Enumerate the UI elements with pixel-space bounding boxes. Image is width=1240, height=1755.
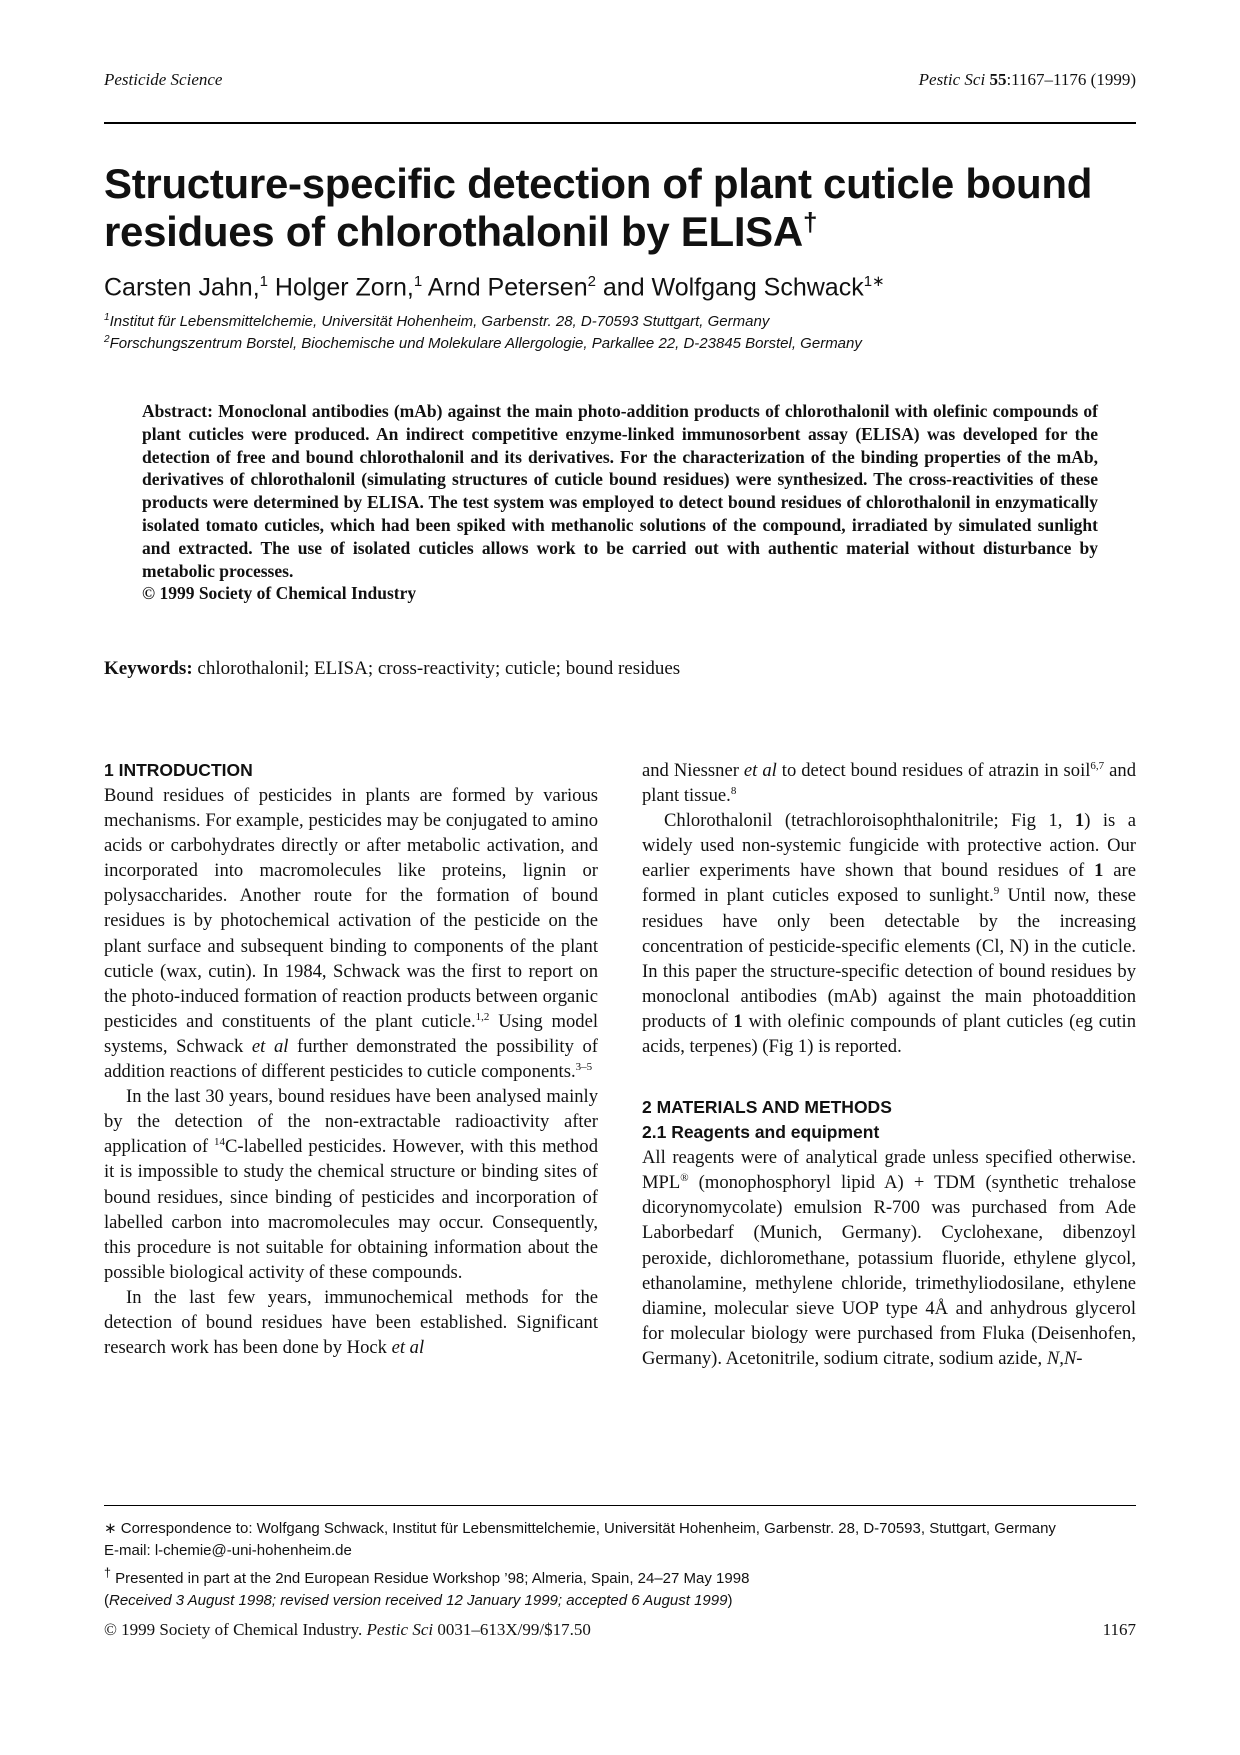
intro-paragraph-3-continued: and Niessner et al to detect bound residues of atrazin in soil$^{6,7}$ and plant tissue.$^8$ — [642, 759, 1136, 807]
author-list — [104, 272, 885, 302]
abstract-copyright: © 1999 Society of Chemical Industry — [142, 583, 417, 604]
affiliation — [104, 334, 862, 352]
intro-paragraph-1: Bound residues of pesticides in plants are formed by various mechanisms. For example, pesticides may be conjugated to amino acids or carbohydrates directly or after metabolic activation, and incorporated into macromolecules like proteins, lignin or polysaccharides. Another route for the formation of bound residues is by photochemical activation of the pesticide on the plant surface and subsequent binding to components of the plant cuticle (wax, cutin). In 1984, Schwack was the first to report on the photo-induced formation of reaction products between organic pesticides and constituents of the plant cuticle.$^{1,2}$ Using model systems, Schwack et al further demonstrated the possibility of addition reactions of different pesticides to cuticle components.$^{3-5}$ — [104, 785, 598, 1083]
citation-pages: :1167–1176 (1999) — [1006, 70, 1136, 89]
author-affil-mark: 1∗ — [863, 273, 885, 290]
article-title — [104, 160, 1144, 256]
author-name: Holger Zorn, — [267, 273, 414, 302]
abstract-label: Abstract: — [142, 401, 213, 421]
column-right — [642, 758, 1136, 1371]
journal-citation — [919, 70, 1136, 90]
footnote-received: (Received 3 August 1998; revised version received 12 January 1999; accepted 6 August 1999) — [104, 1592, 733, 1609]
affiliation-text: Forschungszentrum Borstel, Biochemische und Molekulare Allergologie, Parkallee 22, D-23845 Borstel, Germany — [109, 335, 862, 352]
footnote-email: E-mail: l-chemie@-uni-hohenheim.de — [104, 1542, 352, 1559]
footnote-rule — [104, 1505, 1136, 1506]
keywords-label: Keywords: — [104, 658, 193, 679]
section-heading-methods: 2 MATERIALS AND METHODS — [642, 1097, 892, 1118]
section-heading-introduction: 1 INTRODUCTION — [104, 760, 253, 780]
affiliation-mark: 1 — [104, 312, 110, 323]
intro-paragraph-3: In the last few years, immunochemical methods for the detection of bound residues have been established. Significant research work has been done by Hock et al — [104, 1286, 598, 1359]
abstract — [142, 400, 1098, 605]
column-left — [104, 758, 598, 1360]
footnotes — [104, 1518, 1136, 1612]
page-copyright: © 1999 Society of Chemical Industry. Pestic Sci 0031–613X/99/$17.50 — [104, 1620, 591, 1639]
footnote-correspondence: ∗ Correspondence to: Wolfgang Schwack, Institut für Lebensmittelchemie, Universität Hohenheim, Garbenstr. 28, D-70593, Stuttgart, Germany — [104, 1520, 1056, 1537]
keywords — [104, 658, 680, 680]
page-number: 1167 — [1102, 1620, 1136, 1639]
title-dagger: † — [802, 207, 818, 237]
title-text: Structure-specific detection of plant cuticle bound residues of chlorothalonil by ELISA — [104, 160, 1093, 255]
affiliation-text: Institut für Lebensmittelchemie, Universität Hohenheim, Garbenstr. 28, D-70593 Stuttgart, Germany — [109, 313, 770, 330]
author-affil-mark: 2 — [587, 273, 596, 290]
affiliation-mark: 2 — [104, 334, 110, 345]
subsection-heading-reagents: 2.1 Reagents and equipment — [642, 1122, 880, 1143]
keywords-text: chlorothalonil; ELISA; cross-reactivity; cuticle; bound residues — [192, 658, 681, 679]
citation-journal: Pestic Sci — [918, 70, 986, 89]
affiliation — [104, 312, 769, 330]
author-name: and Wolfgang Schwack — [595, 273, 864, 302]
journal-name: Pesticide Science — [104, 70, 223, 89]
citation-volume: 55 — [989, 70, 1007, 89]
methods-paragraph-1: All reagents were of analytical grade unless specified otherwise. MPL® (monophosphoryl lipid A) + TDM (synthetic trehalose dicorynomycolate) emulsion R-700 was purchased from Ade Laborbedarf (Munich, Germany). Cyclohexane, dibenzoyl peroxide, dichloromethane, potassium fluoride, ethylene glycol, ethanolamine, methylene chloride, trimethyliodosilane, ethylene diamine, molecular sieve UOP type 4Å and anhydrous glycerol for molecular biology were purchased from Fluka (Deisenhofen, Germany). Acetonitrile, sodium citrate, sodium azide, N,N- — [642, 1147, 1136, 1369]
footnote-presented: † Presented in part at the 2nd European Residue Workshop ’98; Almeria, Spain, 24–27 May 1998 — [104, 1566, 750, 1587]
intro-paragraph-2: In the last 30 years, bound residues have been analysed mainly by the detection of the non-extractable radioactivity after application of $^{14}$C-labelled pesticides. However, with this method it is impossible to study the chemical structure or binding sites of bound residues, since binding of pesticides and incorporation of labelled carbon into macromolecules may occur. Consequently, this procedure is not suitable for obtaining information about the possible biological activity of these compounds. — [104, 1086, 598, 1283]
author-name: Arnd Petersen — [422, 273, 588, 302]
author-affil-mark: 1 — [413, 273, 423, 290]
abstract-text: Monoclonal antibodies (mAb) against the main photo-addition products of chlorothalonil with olefinic compounds of plant cuticles were produced. An indirect competitive enzyme-linked immunosorbent assay (ELISA) was developed for the detection of free and bound chlorothalonil and its derivatives. For the characterization of the binding properties of the mAb, derivatives of chlorothalonil (simulating structures of cuticle bound residues) were synthesized. The cross-reactivities of these products were determined by ELISA. The test system was employed to detect bound residues of chlorothalonil in enzymatically isolated tomato cuticles, which had been spiked with methanolic solutions of the compound, irradiated by simulated sunlight and extracted. The use of isolated cuticles allows work to be carried out with authentic material without disturbance by metabolic processes. — [142, 401, 1098, 581]
header-rule — [104, 122, 1136, 124]
author-affil-mark: 1 — [259, 273, 268, 290]
author-name: Carsten Jahn, — [104, 273, 260, 302]
intro-paragraph-4: Chlorothalonil (tetrachloroisophthalonitrile; Fig 1, 1) is a widely used non-systemic fungicide with protective action. Our earlier experiments have shown that bound residues of 1 are formed in plant cuticles exposed to sunlight.$^9$ Until now, these residues have only been detectable by the increasing concentration of pesticide-specific elements (Cl, N) in the cuticle. In this paper the structure-specific detection of bound residues by monoclonal antibodies (mAb) against the main photoaddition products of 1 with olefinic compounds of plant cuticles (eg cutin acids, terpenes) (Fig 1) is reported. — [642, 810, 1136, 1058]
